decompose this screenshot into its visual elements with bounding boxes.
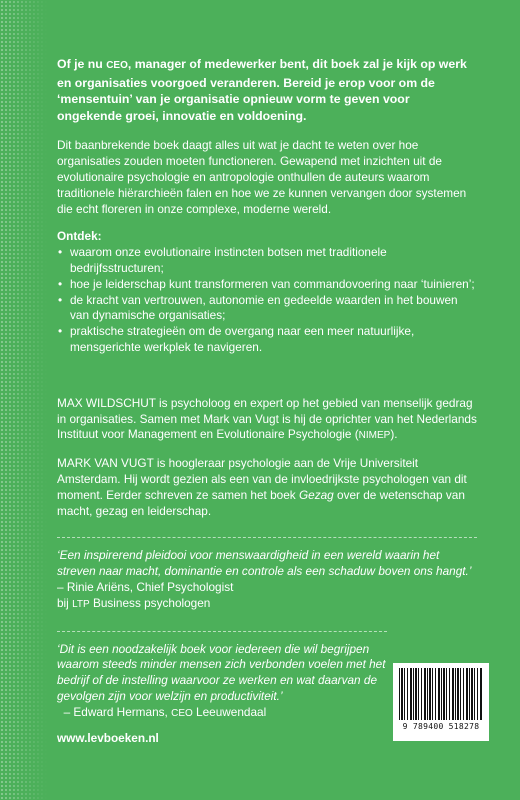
- endorsement-quote-1: ‘Een inspirerend pleidooi voor menswaardigheid in een wereld waarin het streven naar macht, dominantie en controle als een schaduw boven ons hangt.’ – Rinie Ariëns, Chief Psychologist bij LTP Business psychologen: [57, 537, 477, 612]
- list-item: • waarom onze evolutionaire instincten botsen met traditionele bedrijfsstructuren;: [57, 245, 477, 277]
- list-item: • praktische strategieën om de overgang naar een meer natuurlijke, mensgerichte werkplek te navigeren.: [57, 324, 477, 356]
- barcode-bars: [399, 668, 483, 720]
- list-item: • de kracht van vertrouwen, autonomie en gedeelde waarden in het bouwen van dynamische organisaties;: [57, 293, 477, 325]
- isbn-barcode: [393, 663, 489, 741]
- intro-paragraph: Of je nu CEO, manager of medewerker bent, dit boek zal je kijk op werk en organisaties voorgoed veranderen. Bereid je erop voor om de ‘mensentuin’ van je organisatie opnieuw vorm te geven voor ongekende groei, innovatie en voldoening.: [57, 57, 467, 123]
- ontdek-list: [57, 245, 477, 356]
- ontdek-title: Ontdek:: [57, 229, 102, 244]
- dot-pattern-decoration: [0, 0, 48, 800]
- author-bio-max-wildschut: MAX WILDSCHUT is psycholoog en expert op het gebied van menselijk gedrag in organisaties. Samen met Mark van Vugt is hij de oprichter van het Nederlands Instituut voor Management en Evolutionaire Psychologie (NIMEP).: [57, 395, 477, 442]
- endorsement-quote-2: ‘Dit is een noodzakelijk boek voor iedereen die wil begrijpen waarom steeds minder mensen zich verbonden voelen met het bedrijf of de instelling waarvoor ze werken en wat daarvan de gevolgen zijn voor welzijn en productiviteit.’ – Edward Hermans, CEO Leeuwendaal: [57, 631, 387, 722]
- ontdek-section: [57, 229, 477, 355]
- list-item: • hoe je leiderschap kunt transformeren van commandovoering naar ‘tuinieren’;: [57, 277, 477, 293]
- back-cover-text: [57, 56, 477, 721]
- website-url: www.levboeken.nl: [57, 731, 159, 745]
- barcode-number: 9 789400 518278: [402, 722, 480, 731]
- description-paragraph: Dit baanbrekende boek daagt alles uit wat je dacht te weten over hoe organisaties zouden moeten functioneren. Gewapend met inzichten uit de evolutionaire psychologie en antropologie onthullen de auteurs waarom traditionele hiërarchieën falen en hoe we ze kunnen vervangen door systemen die echt floreren in onze complexe, moderne wereld.: [57, 138, 467, 216]
- author-bio-mark-van-vugt: MARK VAN VUGT is hoogleraar psychologie aan de Vrije Universiteit Amsterdam. Hij wordt gezien als een van de invloedrijkste psychologen van dit moment. Eerder schreven ze samen het boek Gezag over de wetenschap van macht, gezag en leiderschap.: [57, 456, 467, 518]
